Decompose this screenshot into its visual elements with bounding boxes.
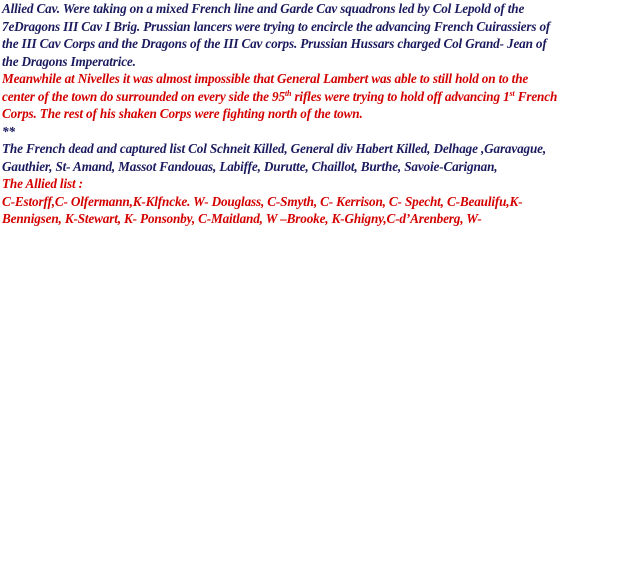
superscript-th: th xyxy=(284,88,292,98)
document-body xyxy=(2,0,562,228)
paragraph-allied-cavalry: Allied Cav. Were taking on a mixed French line and Garde Cav squadrons led by Col Lepold of the 7eDragons III Cav I Brig. Prussian lancers were trying to encircle the advancing French Cuirassiers of the III Cav Corps and the Dragons of the III Cav corps. Prussian Hussars charged Col Grand- Jean of the Dragons Imperatrice. xyxy=(2,1,551,69)
paragraph-nivelles xyxy=(2,70,562,123)
allied-list: C-Estorff,C- Olfermann,K-Klfncke. W- Douglass, C-Smyth, C- Kerrison, C- Specht, C-Beaulifu,K- Bennigsen, K-Stewart, K- Ponsonby, C-Maitland, W –Brooke, K-Ghigny,C-d’Arenberg, W- xyxy=(2,193,523,226)
paragraph-french-dead-list: The French dead and captured list Col Schneit Killed, General div Habert Killed, Delhage ,Garavague, Gauthier, St- Amand, Massot Fandouas, Labiffe, Durutte, Chaillot, Burthe, Savoie-Carignan, xyxy=(2,141,546,174)
nivelles-text-2: rifles were trying to hold off advancing 1 xyxy=(291,88,510,104)
separator-stars: ** xyxy=(2,123,15,139)
allied-list-heading: The Allied list : xyxy=(2,176,83,191)
superscript-st: st xyxy=(509,88,515,98)
nivelles-text-1: Meanwhile at Nivelles it was almost impossible that General Lambert was able to still hold on to the center of the town do surrounded on every side the 95 xyxy=(2,71,529,104)
nivelles-text-3: French Corps. The rest of his shaken Corps were fighting north of the town. xyxy=(2,88,558,121)
